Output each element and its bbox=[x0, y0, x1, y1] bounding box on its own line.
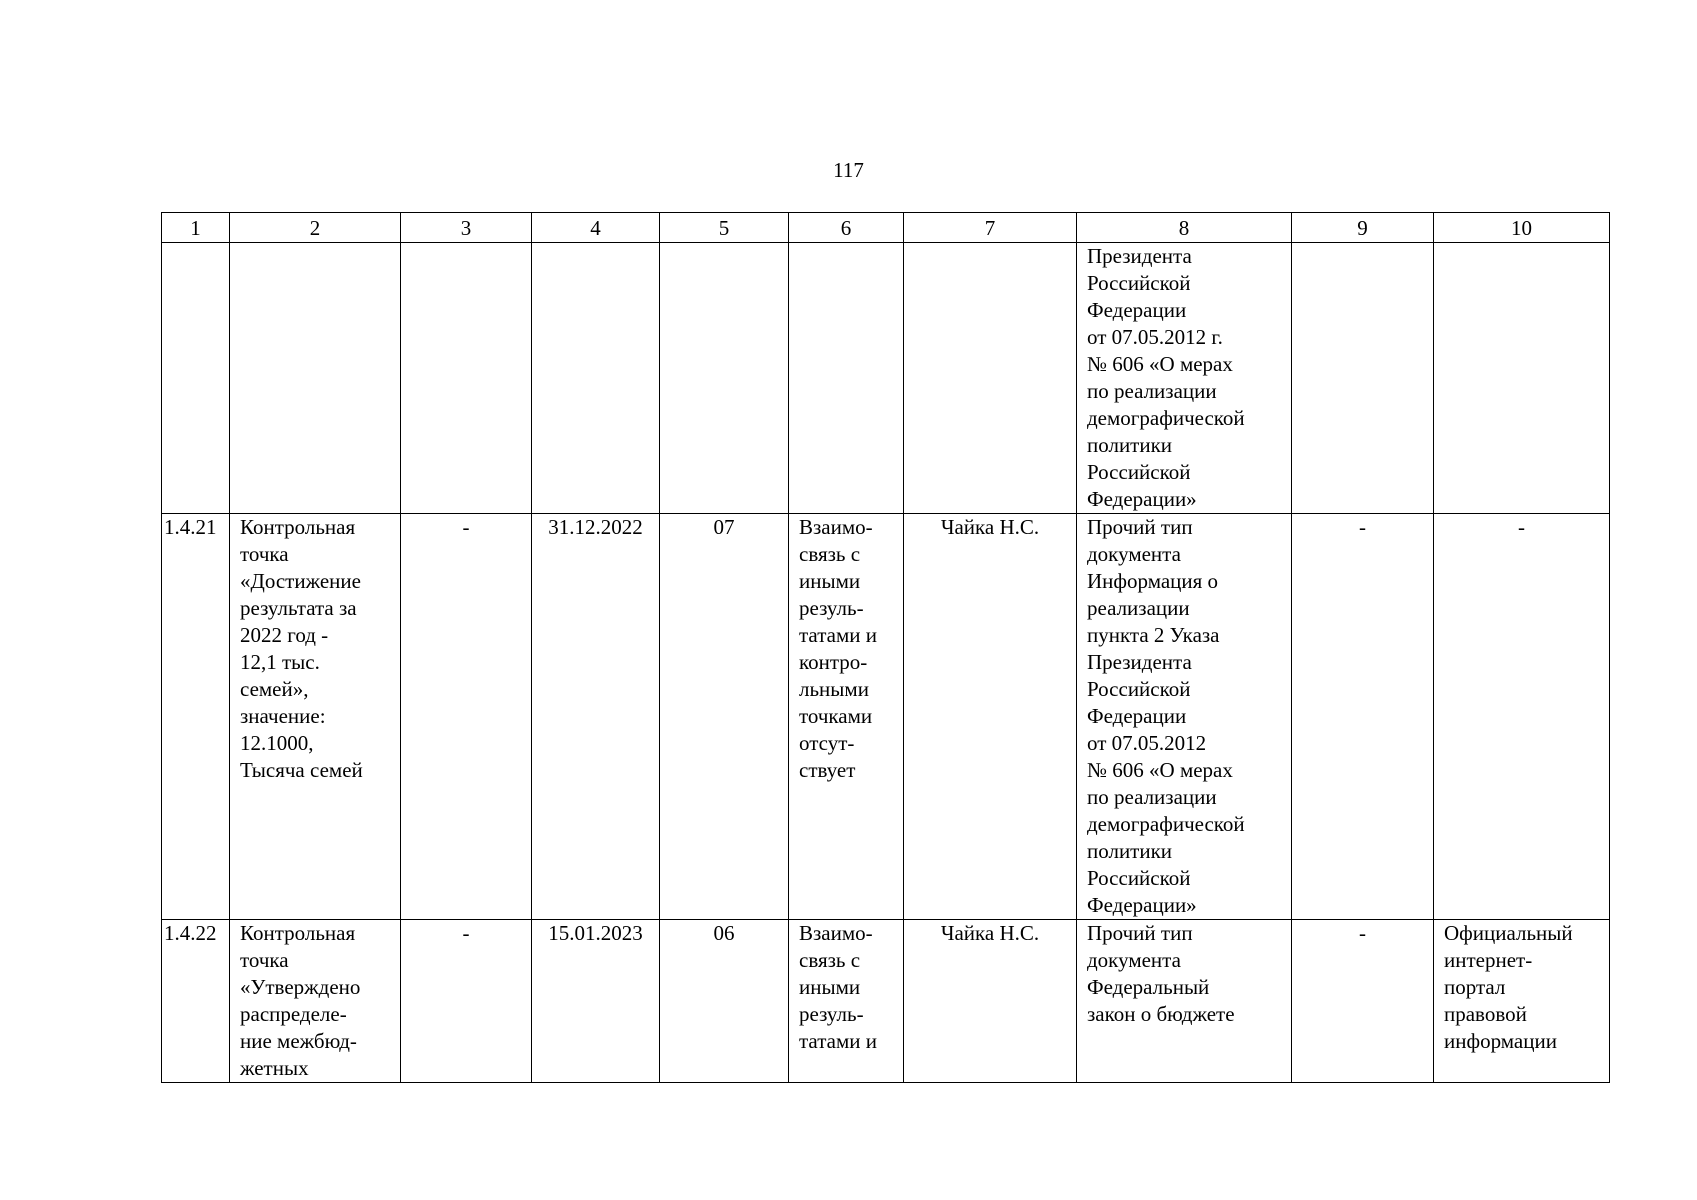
table-cell: - bbox=[1292, 920, 1434, 1083]
table-cell bbox=[1434, 243, 1610, 514]
column-header: 7 bbox=[904, 213, 1077, 243]
table-row bbox=[162, 920, 1610, 1083]
table-cell: Чайка Н.С. bbox=[904, 920, 1077, 1083]
column-header: 3 bbox=[401, 213, 532, 243]
table-cell bbox=[904, 243, 1077, 514]
table-header-row bbox=[162, 213, 1610, 243]
table-cell: Чайка Н.С. bbox=[904, 514, 1077, 920]
column-header: 10 bbox=[1434, 213, 1610, 243]
column-header: 2 bbox=[230, 213, 401, 243]
column-header: 6 bbox=[789, 213, 904, 243]
table-cell: - bbox=[401, 920, 532, 1083]
table-cell: Контрольная точка «Достижение результата за 2022 год - 12,1 тыс. семей», значение: 12.1000, Тысяча семей bbox=[230, 514, 401, 920]
table-cell: Официальный интернет- портал правовой информации bbox=[1434, 920, 1610, 1083]
column-header: 8 bbox=[1077, 213, 1292, 243]
table-cell: 31.12.2022 bbox=[532, 514, 660, 920]
table-cell bbox=[162, 243, 230, 514]
page-number: 117 bbox=[833, 158, 864, 182]
table-cell bbox=[660, 243, 789, 514]
row-number: 1.4.21 bbox=[162, 514, 230, 920]
table-cell: 06 bbox=[660, 920, 789, 1083]
table-cell bbox=[230, 243, 401, 514]
table-cell bbox=[401, 243, 532, 514]
table-cell: - bbox=[1292, 514, 1434, 920]
column-header: 1 bbox=[162, 213, 230, 243]
table-cell: 15.01.2023 bbox=[532, 920, 660, 1083]
row-number: 1.4.22 bbox=[162, 920, 230, 1083]
table-cell: 07 bbox=[660, 514, 789, 920]
data-table bbox=[161, 212, 1610, 1083]
table-row bbox=[162, 514, 1610, 920]
table-cell bbox=[1292, 243, 1434, 514]
table-cell bbox=[789, 243, 904, 514]
table-cell: - bbox=[401, 514, 532, 920]
column-header: 4 bbox=[532, 213, 660, 243]
table-cell: Прочий тип документа Информация о реализации пункта 2 Указа Президента Российской Федерации от 07.05.2012 № 606 «О мерах по реализации демографической политики Российской Федерации» bbox=[1077, 514, 1292, 920]
table-cell bbox=[532, 243, 660, 514]
table-cell: - bbox=[1434, 514, 1610, 920]
table-cell: Президента Российской Федерации от 07.05.2012 г. № 606 «О мерах по реализации демографической политики Российской Федерации» bbox=[1077, 243, 1292, 514]
table-cell: Прочий тип документа Федеральный закон о бюджете bbox=[1077, 920, 1292, 1083]
table-cell: Контрольная точка «Утверждено распределе- ние межбюд- жетных bbox=[230, 920, 401, 1083]
table-row bbox=[162, 243, 1610, 514]
column-header: 9 bbox=[1292, 213, 1434, 243]
table-cell: Взаимо- связь с иными резуль- татами и bbox=[789, 920, 904, 1083]
column-header: 5 bbox=[660, 213, 789, 243]
table-cell: Взаимо- связь с иными резуль- татами и контро- льными точками отсут- ствует bbox=[789, 514, 904, 920]
